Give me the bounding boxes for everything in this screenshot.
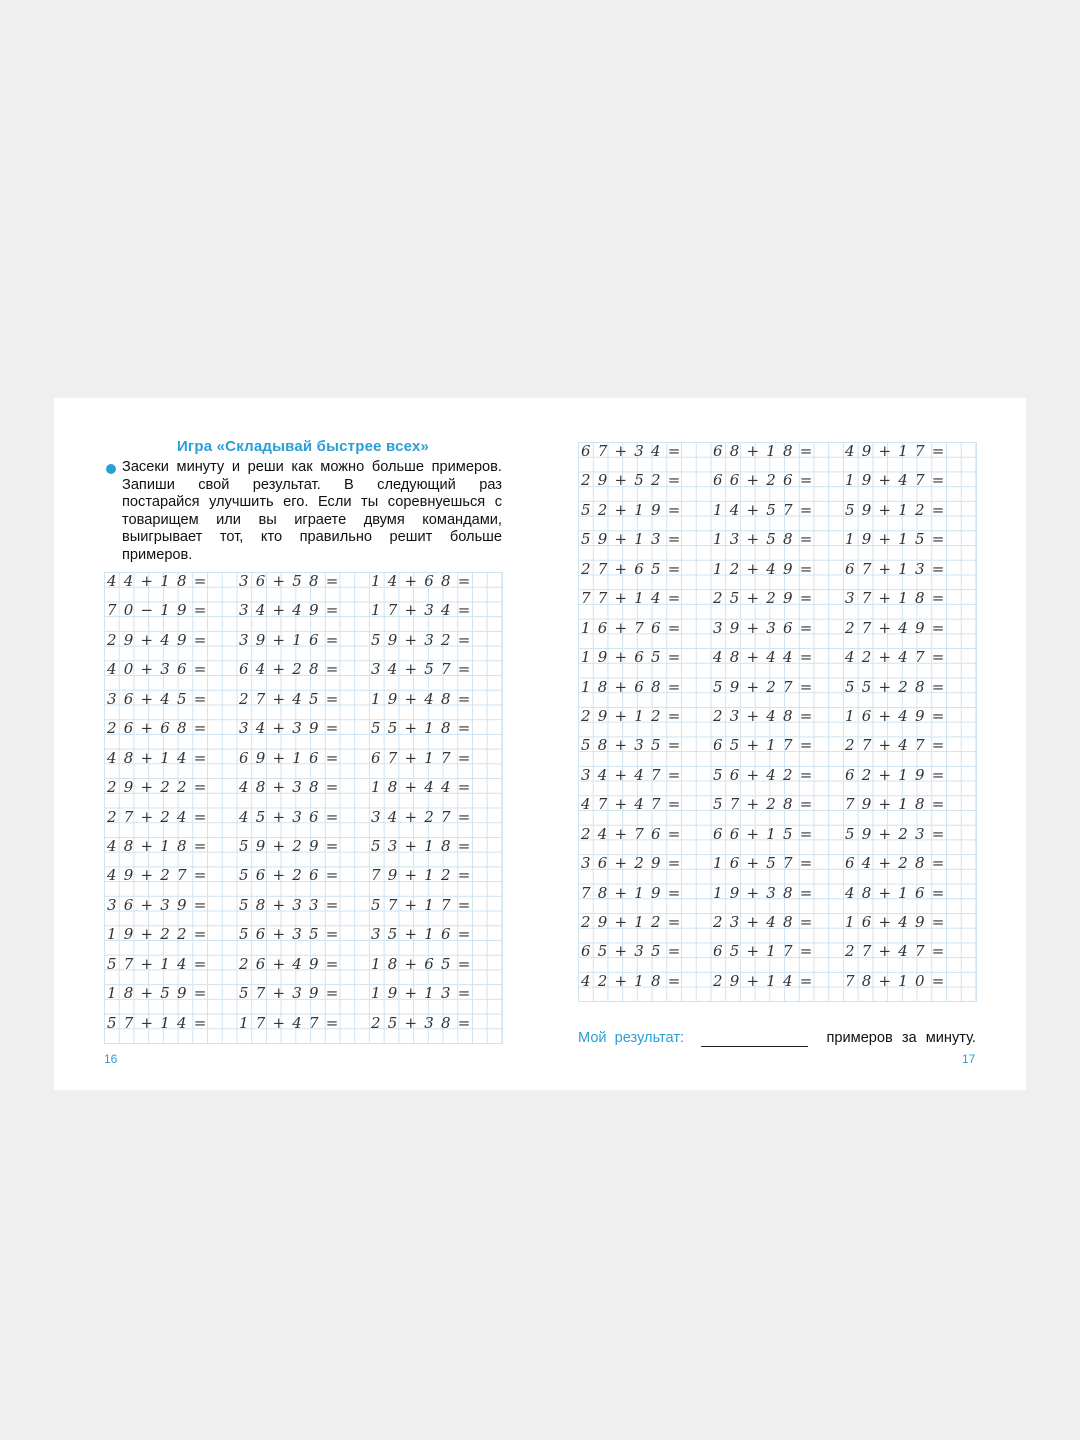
exercise-item: 62+19= [845,765,952,784]
exercise-item: 66+15= [713,824,820,843]
exercise-item: 34+39= [239,719,346,738]
exercise-item: 25+29= [713,589,820,608]
exercise-item: 25+38= [371,1013,478,1032]
exercise-item: 29+12= [581,913,688,932]
exercise-item: 27+65= [581,559,688,578]
result-suffix: примеров за минуту. [826,1030,976,1046]
exercise-item: 78+10= [845,971,952,990]
exercise-item: 27+49= [845,618,952,637]
exercise-item: 59+27= [713,677,820,696]
exercise-item: 58+33= [239,895,346,914]
result-blank[interactable] [701,1046,808,1047]
exercise-item: 55+18= [371,719,478,738]
exercise-item: 59+32= [371,630,478,649]
exercise-item: 66+26= [713,471,820,490]
exercise-item: 79+12= [371,866,478,885]
exercise-item: 57+28= [713,795,820,814]
exercise-item: 42+18= [581,971,688,990]
exercise-item: 59+12= [845,500,952,519]
exercise-item: 70−19= [107,601,214,620]
exercise-item: 58+35= [581,736,688,755]
exercise-item: 59+23= [845,824,952,843]
exercise-item: 65+17= [713,736,820,755]
exercise-item: 34+27= [371,807,478,826]
exercise-item: 57+17= [371,895,478,914]
exercise-item: 64+28= [239,660,346,679]
exercise-item: 29+12= [581,706,688,725]
exercise-item: 27+45= [239,689,346,708]
exercise-item: 56+26= [239,866,346,885]
exercise-item: 47+47= [581,795,688,814]
instruction-text: Засеки минуту и реши как можно больше примеров. Запиши свой результат. В следующий раз постарайся улучшить его. Если ты соревнуешься с товарищем или вы играете двумя командами, выигрывает тот, кто правильно решит больше примеров. [122,459,502,563]
exercise-item: 13+58= [713,530,820,549]
exercise-item: 78+19= [581,883,688,902]
exercise-item: 34+49= [239,601,346,620]
exercise-item: 29+49= [107,630,214,649]
exercise-item: 16+76= [581,618,688,637]
exercise-item: 68+18= [713,442,820,460]
exercise-item: 36+45= [107,689,214,708]
exercise-item: 48+38= [239,778,346,797]
exercise-item: 53+18= [371,836,478,855]
exercise-item: 48+16= [845,883,952,902]
exercise-item: 65+35= [581,942,688,961]
exercise-item: 57+14= [107,1013,214,1032]
exercise-item: 36+39= [107,895,214,914]
exercise-item: 23+48= [713,913,820,932]
exercise-item: 59+13= [581,530,688,549]
exercise-item: 17+47= [239,1013,346,1032]
result-line [578,1030,976,1050]
exercise-item: 34+57= [371,660,478,679]
exercise-item: 19+13= [371,984,478,1003]
exercise-item: 55+28= [845,677,952,696]
exercise-item: 16+49= [845,706,952,725]
exercise-item: 39+16= [239,630,346,649]
exercise-item: 67+13= [845,559,952,578]
exercise-item: 19+65= [581,648,688,667]
exercise-item: 14+68= [371,572,478,590]
exercise-item: 57+14= [107,954,214,973]
exercise-item: 79+18= [845,795,952,814]
exercise-item: 19+48= [371,689,478,708]
exercise-item: 36+29= [581,854,688,873]
exercise-item: 48+18= [107,836,214,855]
exercise-item: 69+16= [239,748,346,767]
exercise-item: 16+49= [845,913,952,932]
exercise-item: 59+29= [239,836,346,855]
exercise-item: 57+39= [239,984,346,1003]
exercise-item: 19+22= [107,925,214,944]
exercise-item: 23+48= [713,706,820,725]
exercise-item: 17+34= [371,601,478,620]
exercise-item: 18+59= [107,984,214,1003]
exercise-item: 49+17= [845,442,952,460]
exercise-item: 29+14= [713,971,820,990]
exercise-item: 35+16= [371,925,478,944]
exercise-item: 12+49= [713,559,820,578]
exercise-item: 37+18= [845,589,952,608]
exercise-item: 48+14= [107,748,214,767]
exercise-item: 19+15= [845,530,952,549]
exercise-item: 77+14= [581,589,688,608]
exercise-item: 42+47= [845,648,952,667]
exercise-item: 18+65= [371,954,478,973]
exercise-item: 45+36= [239,807,346,826]
exercise-item: 52+19= [581,500,688,519]
exercise-item: 29+52= [581,471,688,490]
exercise-item: 56+42= [713,765,820,784]
exercise-item: 67+17= [371,748,478,767]
bullet-icon [106,464,116,474]
exercise-item: 34+47= [581,765,688,784]
page-number-left: 16 [104,1052,118,1066]
exercise-item: 67+34= [581,442,688,460]
exercise-item: 26+68= [107,719,214,738]
page-number-right: 17 [962,1052,976,1066]
exercise-item: 19+38= [713,883,820,902]
exercise-item: 49+27= [107,866,214,885]
exercise-item: 14+57= [713,500,820,519]
exercise-item: 27+24= [107,807,214,826]
exercise-item: 56+35= [239,925,346,944]
exercise-item: 27+47= [845,942,952,961]
exercise-item: 19+47= [845,471,952,490]
exercise-item: 65+17= [713,942,820,961]
exercise-item: 39+36= [713,618,820,637]
exercise-item: 18+44= [371,778,478,797]
page-title: Игра «Складывай быстрее всех» [176,438,430,455]
exercise-item: 64+28= [845,854,952,873]
exercise-item: 29+22= [107,778,214,797]
result-label: Мой результат: [578,1030,685,1046]
exercise-item: 36+58= [239,572,346,590]
exercise-grid-left [104,572,503,1044]
exercise-item: 18+68= [581,677,688,696]
exercise-item: 26+49= [239,954,346,973]
exercise-item: 24+76= [581,824,688,843]
exercise-item: 40+36= [107,660,214,679]
exercise-item: 27+47= [845,736,952,755]
exercise-item: 48+44= [713,648,820,667]
exercise-item: 44+18= [107,572,214,590]
exercise-grid-right [578,442,977,1002]
exercise-item: 16+57= [713,854,820,873]
